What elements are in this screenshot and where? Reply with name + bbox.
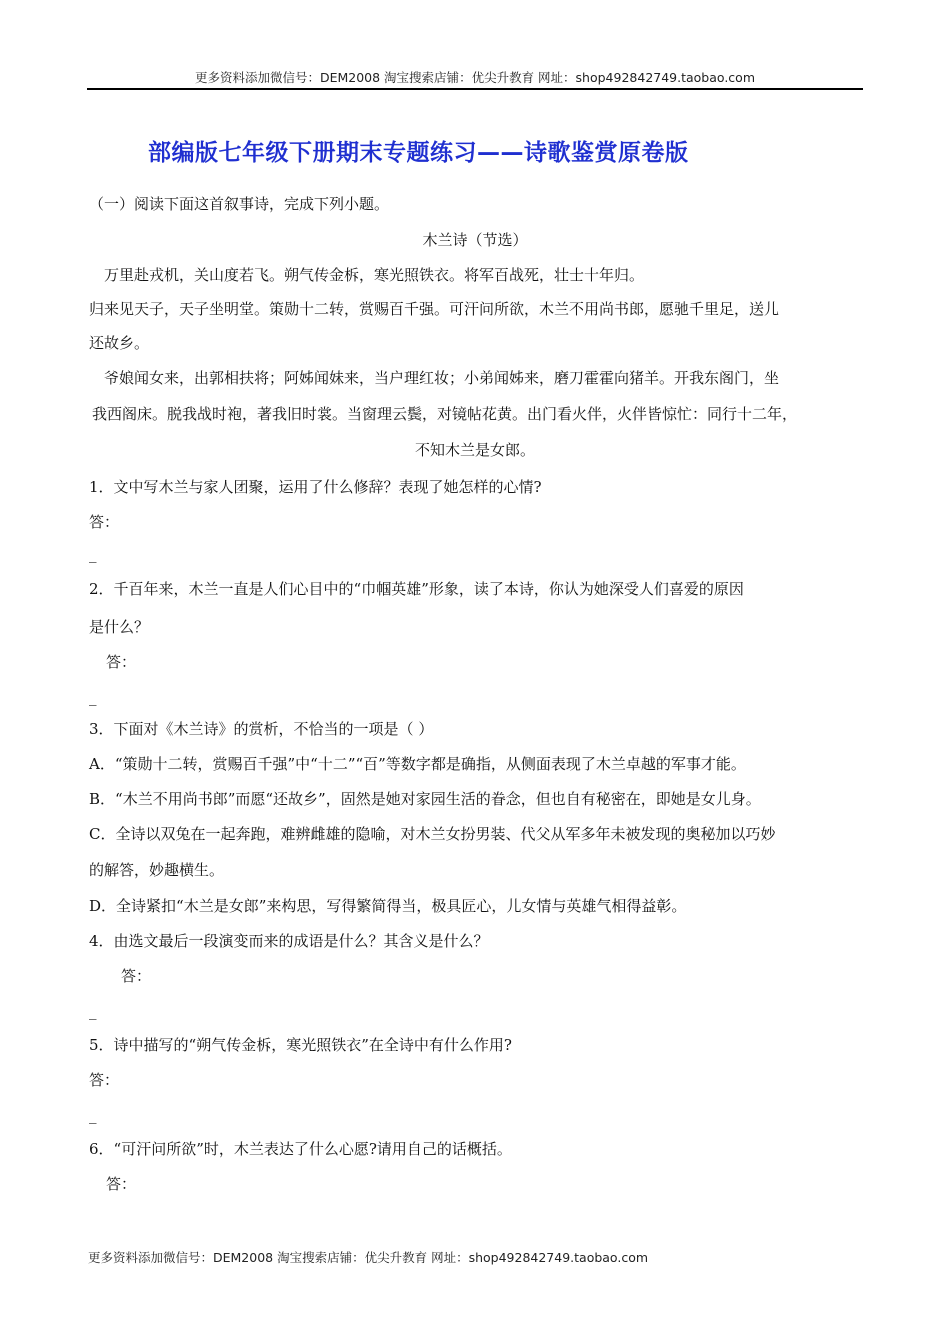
poem-title: 木兰诗（节选）: [422, 231, 528, 249]
option-c-cont: 的解答，妙趣横生。: [89, 861, 225, 879]
option-d: D．全诗紧扣“木兰是女郎”来构思，写得繁简得当，极具匠心，儿女情与英雄气相得益彰。: [89, 897, 687, 915]
answer-label: 答：: [121, 967, 152, 985]
poem-line: 归来见天子，天子坐明堂。策勋十二转，赏赐百千强。可汗问所欲，木兰不用尚书郎，愿驰千里足，送儿: [89, 300, 780, 318]
option-c: C．全诗以双兔在一起奔跑，难辨雌雄的隐喻，对木兰女扮男装、代父从军多年未被发现的奥秘加以巧妙: [89, 825, 776, 843]
question-5: 5．诗中描写的“朔气传金柝，寒光照铁衣”在全诗中有什么作用?: [89, 1036, 512, 1054]
question-2-cont: 是什么？: [89, 618, 150, 636]
page-footer: 更多资料添加微信号：DEM2008 淘宝搜索店铺：优尖升教育 网址：shop492842749.taobao.com: [88, 1250, 649, 1265]
question-1: 1．文中写木兰与家人团聚，运用了什么修辞？表现了她怎样的心情?: [89, 478, 542, 496]
page-title: 部编版七年级下册期末专题练习——诗歌鉴赏原卷版: [148, 140, 689, 166]
question-2: 2．千百年来，木兰一直是人们心目中的“巾帼英雄”形象，读了本诗，你认为她深受人们喜爱的原因: [89, 580, 744, 598]
question-6: 6．“可汗问所欲”时，木兰表达了什么心愿?请用自己的话概括。: [89, 1140, 512, 1158]
section-intro: （一）阅读下面这首叙事诗，完成下列小题。: [89, 195, 390, 213]
poem-line: 我西阁床。脱我战时袍，著我旧时裳。当窗理云鬓，对镜帖花黄。出门看火伴，火伴皆惊忙：同行十二年，: [92, 405, 798, 423]
poem-line: 不知木兰是女郎。: [414, 441, 535, 459]
answer-blank: _: [89, 1002, 97, 1020]
answer-label: 答：: [89, 1071, 120, 1089]
header-rule: [87, 88, 863, 90]
answer-label: 答：: [89, 513, 120, 531]
answer-label: 答：: [106, 653, 137, 671]
question-3: 3．下面对《木兰诗》的赏析，不恰当的一项是（ ）: [89, 720, 434, 738]
answer-label: 答：: [106, 1175, 137, 1193]
poem-line: 万里赴戎机，关山度若飞。朔气传金柝，寒光照铁衣。将军百战死，壮士十年归。: [104, 266, 645, 284]
answer-blank: _: [89, 1106, 97, 1124]
question-4: 4．由选文最后一段演变而来的成语是什么？其含义是什么？: [89, 932, 489, 950]
poem-line: 爷娘闻女来，出郭相扶将；阿姊闻妹来，当户理红妆；小弟闻姊来，磨刀霍霍向猪羊。开我东阁门，坐: [104, 369, 780, 387]
option-b: B．“木兰不用尚书郎”而愿“还故乡”，固然是她对家园生活的眷念，但也自有秘密在，即她是女儿身。: [89, 790, 761, 808]
answer-blank: _: [89, 545, 97, 563]
option-a: A．“策勋十二转，赏赐百千强”中“十二”“百”等数字都是确指，从侧面表现了木兰卓越的军事才能。: [89, 755, 746, 773]
answer-blank: _: [89, 688, 97, 706]
poem-line: 还故乡。: [89, 334, 150, 352]
page-header: 更多资料添加微信号：DEM2008 淘宝搜索店铺：优尖升教育 网址：shop492842749.taobao.com: [194, 70, 756, 85]
